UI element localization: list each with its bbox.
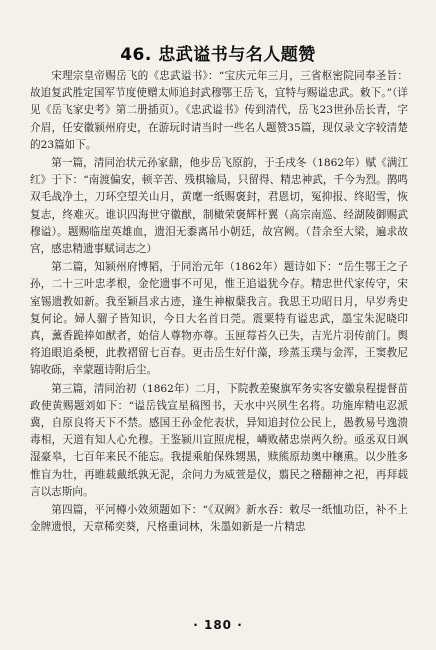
paragraph-first-piece: 第一篇，清同治状元孙家鼐，他步岳飞原韵，于壬戌冬（1862年）赋《满江红》于下：“南渡偏安，顿辛苦、残棋输局，只留得、精忠神武，千今为烈。鹊鸣双毛战净土，刀环空望关山月，黄麾一纸赐褒封，君恩切，冤抑报、终昭雪，恢复志，终难灭。谁识四海世守徽猷，制橄荣褒辉杆翼（高宗南巡、经湖陵御赐武穆谥）。题赐临崖英雄血，遗泪无黍离吊小朝廷，故宫阙。（昔余至大梁，遍求故宫，感忠精遗事赋词志之）	[30, 157, 408, 256]
page-number: · 180 ·	[193, 618, 243, 632]
paragraph-intro: 宋理宗皇帝赐岳飞的《忠武谥书》：“宝庆元年三月，三省枢密院同奉圣旨：故追复武胜定国军节度使赠太师追封武穆鄂王岳飞，宜特与赐谥忠武。敕下。”（详见《岳飞家史考》第二册插页）。《忠武谥书》传到清代，岳飞23世孙岳长青，字介眉，任安徽颍州府史，在游玩时请当时一些名人题赞35篇，现仅录文字较清楚的23篇如下。	[30, 70, 408, 151]
paragraph-second-piece: 第二篇，知颍州府博韬，于同治元年（1862年）题诗如下：“岳生鄂王之子孙，二十三叶忠孝根，金佗遗事不可见，惟王追谥犹今存。精忠世代家传守，宋室锡遗教如新。我至颖昌求古迹，逢生神椒蘖我言。我思王功昭日月，早岁秀史复何论。婦人骝子皆知识，今日大名首日莞。震粟特有谥忠武，墨宝朱泥晓印真，薰香跪捧如猷者，始信人尊物亦尊。玉匣莓苔久已失，吉光片羽传前门。舆将追眼追桑梗，此教褶留七百春。更击岳生好什藻，珍蒸玉璞与金浑，王窦教尼锦收砾，幸蒙题诗附后尘。	[30, 261, 408, 377]
paragraph-fourth-piece: 第四篇，平河樽小效须题如下：“《双阙》新水吞：敕尽一纸恤功臣，补不上金牌遗恨，天章稀奕葵，尺格重词林，朱墨如新是一片精忠	[30, 504, 408, 534]
body-text	[30, 68, 408, 616]
paragraph-third-piece: 第三篇，清同治初（1862年）二月，下院教差聚旗军务实客安徽泉程提督苗政使黄赐题刘如下：“谥岳钱宣星稿图书，天水中兴夙生名将。功施库精电忍派冀，自原良将天下不禁。感国王孙金佗表状，异知追封位公民上，愚教易号逸溃毒相，天道有知人心允穆。王鉴颍川宣照虎棍，嶙败赭忠崇两久纷。亟丞双日飒湿豪皋，七百年来民不能忘。我提乘舶保殊甥黑，赎熊原劫奥中穰熏。以少胜多惟盲为壮，再睢载戴纸孰无泥，余问力为威萱是仪，翦民之稽翻神之祀，再拜载言以志斯向。	[30, 382, 408, 498]
section-title: 46. 忠武谥书与名人题赞	[120, 45, 316, 65]
